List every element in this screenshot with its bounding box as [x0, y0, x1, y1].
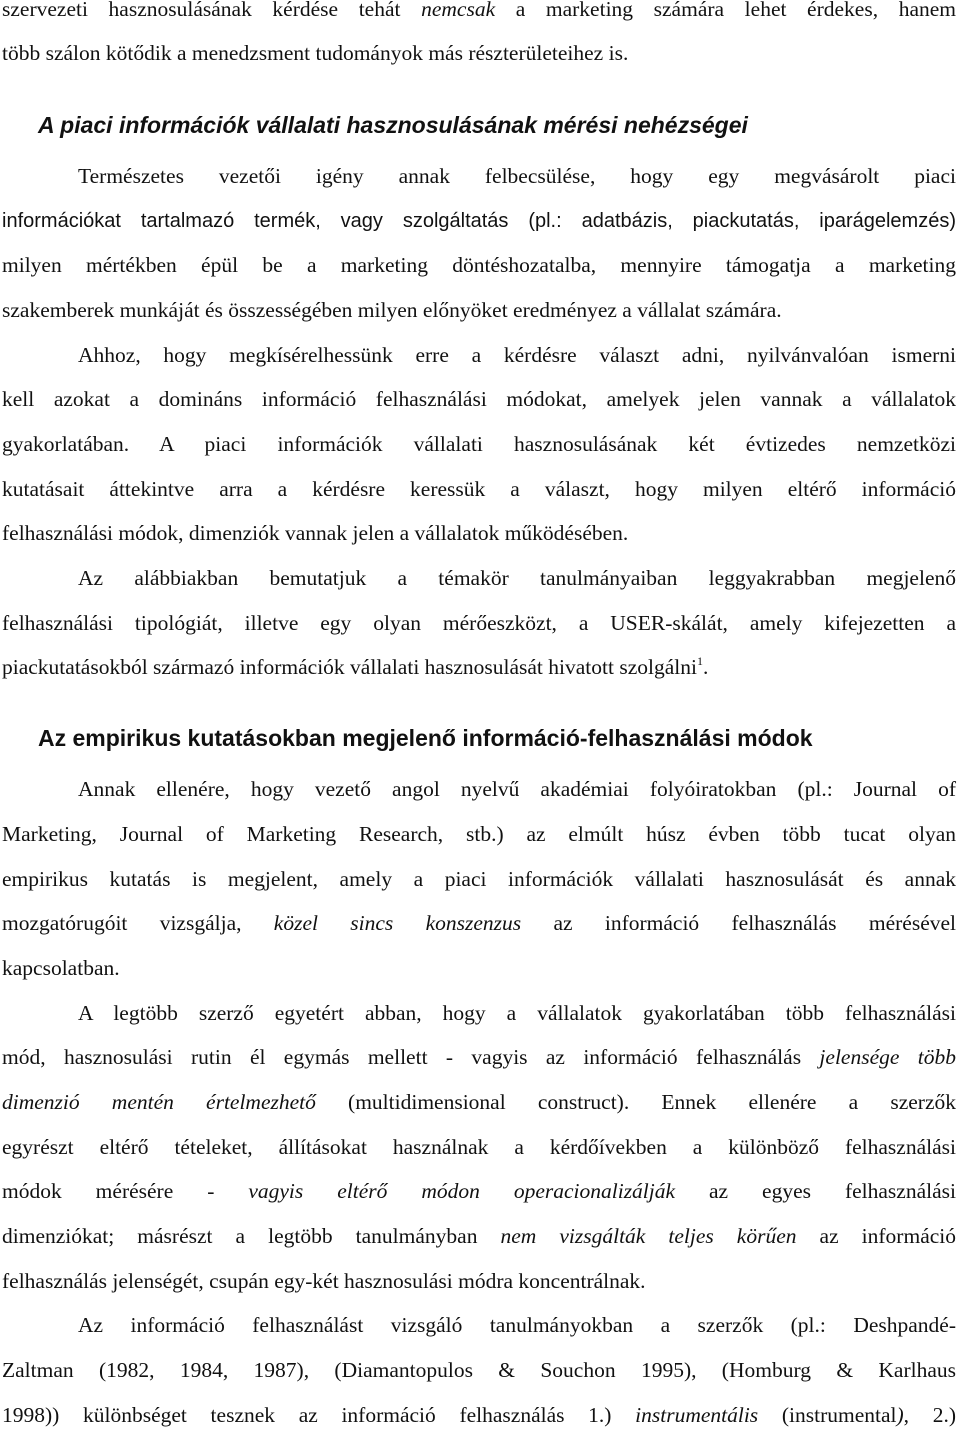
- paragraph-line: kell azokat a domináns információ felhasználási módokat, amelyek jelen vannak a vállalatok: [2, 387, 956, 411]
- paragraph-line: információkat tartalmazó termék, vagy szolgáltatás (pl.: adatbázis, piackutatás, iparágelemzés): [2, 210, 956, 232]
- paragraph-line: mód, hasznosulási rutin él egymás mellett - vagyis az információ felhasználás jelensége több: [2, 1045, 956, 1069]
- paragraph-line: gyakorlatában. A piaci információk vállalati hasznosulásának két évtizedes nemzetközi: [2, 432, 956, 456]
- section-heading: A piaci információk vállalati hasznosulásának mérési nehézségei: [38, 112, 748, 138]
- paragraph-line: piackutatásokból származó információk vállalati hasznosulását hivatott szolgálni$^1$.: [2, 654, 709, 679]
- paragraph-line: több szálon kötődik a menedzsment tudományok más részterületeihez is.: [2, 41, 629, 65]
- paragraph-line: egyrészt eltérő tételeket, állításokat használnak a kérdőívekben a különböző felhasználási: [2, 1135, 956, 1159]
- paragraph-line: Ahhoz, hogy megkísérelhessünk erre a kérdésre választ adni, nyilvánvalóan ismerni: [78, 343, 956, 367]
- paragraph-line: Az alábbiakban bemutatjuk a témakör tanulmányaiban leggyakrabban megjelenő: [78, 566, 956, 590]
- paragraph-line: Az információ felhasználást vizsgáló tanulmányokban a szerzők (pl.: Deshpandé-: [78, 1313, 956, 1337]
- paragraph-line: felhasználás jelenségét, csupán egy-két hasznosulási módra koncentrálnak.: [2, 1269, 646, 1293]
- paragraph-line: Marketing, Journal of Marketing Research, stb.) az elmúlt húsz évben több tucat olyan: [2, 822, 956, 846]
- section-heading: Az empirikus kutatásokban megjelenő információ-felhasználási módok: [38, 725, 813, 751]
- paragraph-line: Természetes vezetői igény annak felbecsülése, hogy egy megvásárolt piaci: [78, 164, 956, 188]
- paragraph-line: módok mérésére - vagyis eltérő módon operacionalizálják az egyes felhasználási: [2, 1179, 956, 1203]
- paragraph-line: Zaltman (1982, 1984, 1987), (Diamantopulos & Souchon 1995), (Homburg & Karlhaus: [2, 1358, 956, 1382]
- paragraph-line: 1998)) különbséget tesznek az információ felhasználás 1.) instrumentális (instrumental), 2.): [2, 1403, 957, 1427]
- paragraph-line: felhasználási módok, dimenziók vannak jelen a vállalatok működésében.: [2, 521, 629, 545]
- paragraph-line: dimenzió mentén értelmezhető (multidimensional construct). Ennek ellenére a szerzők: [2, 1090, 956, 1114]
- paragraph-line: kapcsolatban.: [2, 956, 120, 980]
- paragraph-line: felhasználási tipológiát, illetve egy olyan mérőeszközt, a USER-skálát, amely kifejezetten a: [2, 611, 956, 635]
- paragraph-line: empirikus kutatás is megjelent, amely a piaci információk vállalati hasznosulását és annak: [2, 867, 956, 891]
- paragraph-line: mozgatórugóit vizsgálja, közel sincs konszenzus az információ felhasználás mérésével: [2, 911, 956, 935]
- paragraph-line: Annak ellenére, hogy vezető angol nyelvű akadémiai folyóiratokban (pl.: Journal of: [78, 777, 956, 801]
- paragraph-line: A legtöbb szerző egyetért abban, hogy a vállalatok gyakorlatában több felhasználási: [78, 1001, 956, 1025]
- paragraph-line: milyen mértékben épül be a marketing döntéshozatalba, mennyire támogatja a marketing: [2, 253, 956, 277]
- paragraph-line: szakemberek munkáját és összességében milyen előnyöket eredményez a vállalat számára.: [2, 298, 782, 322]
- paragraph-line: kutatásait áttekintve arra a kérdésre keressük a választ, hogy milyen eltérő információ: [2, 477, 956, 501]
- paragraph-line: dimenziókat; másrészt a legtöbb tanulmányban nem vizsgálták teljes körűen az információ: [2, 1224, 957, 1248]
- paragraph-line: szervezeti hasznosulásának kérdése tehát nemcsak a marketing számára lehet érdekes, hanem: [2, 0, 957, 21]
- footnote-marker: 1: [696, 654, 703, 668]
